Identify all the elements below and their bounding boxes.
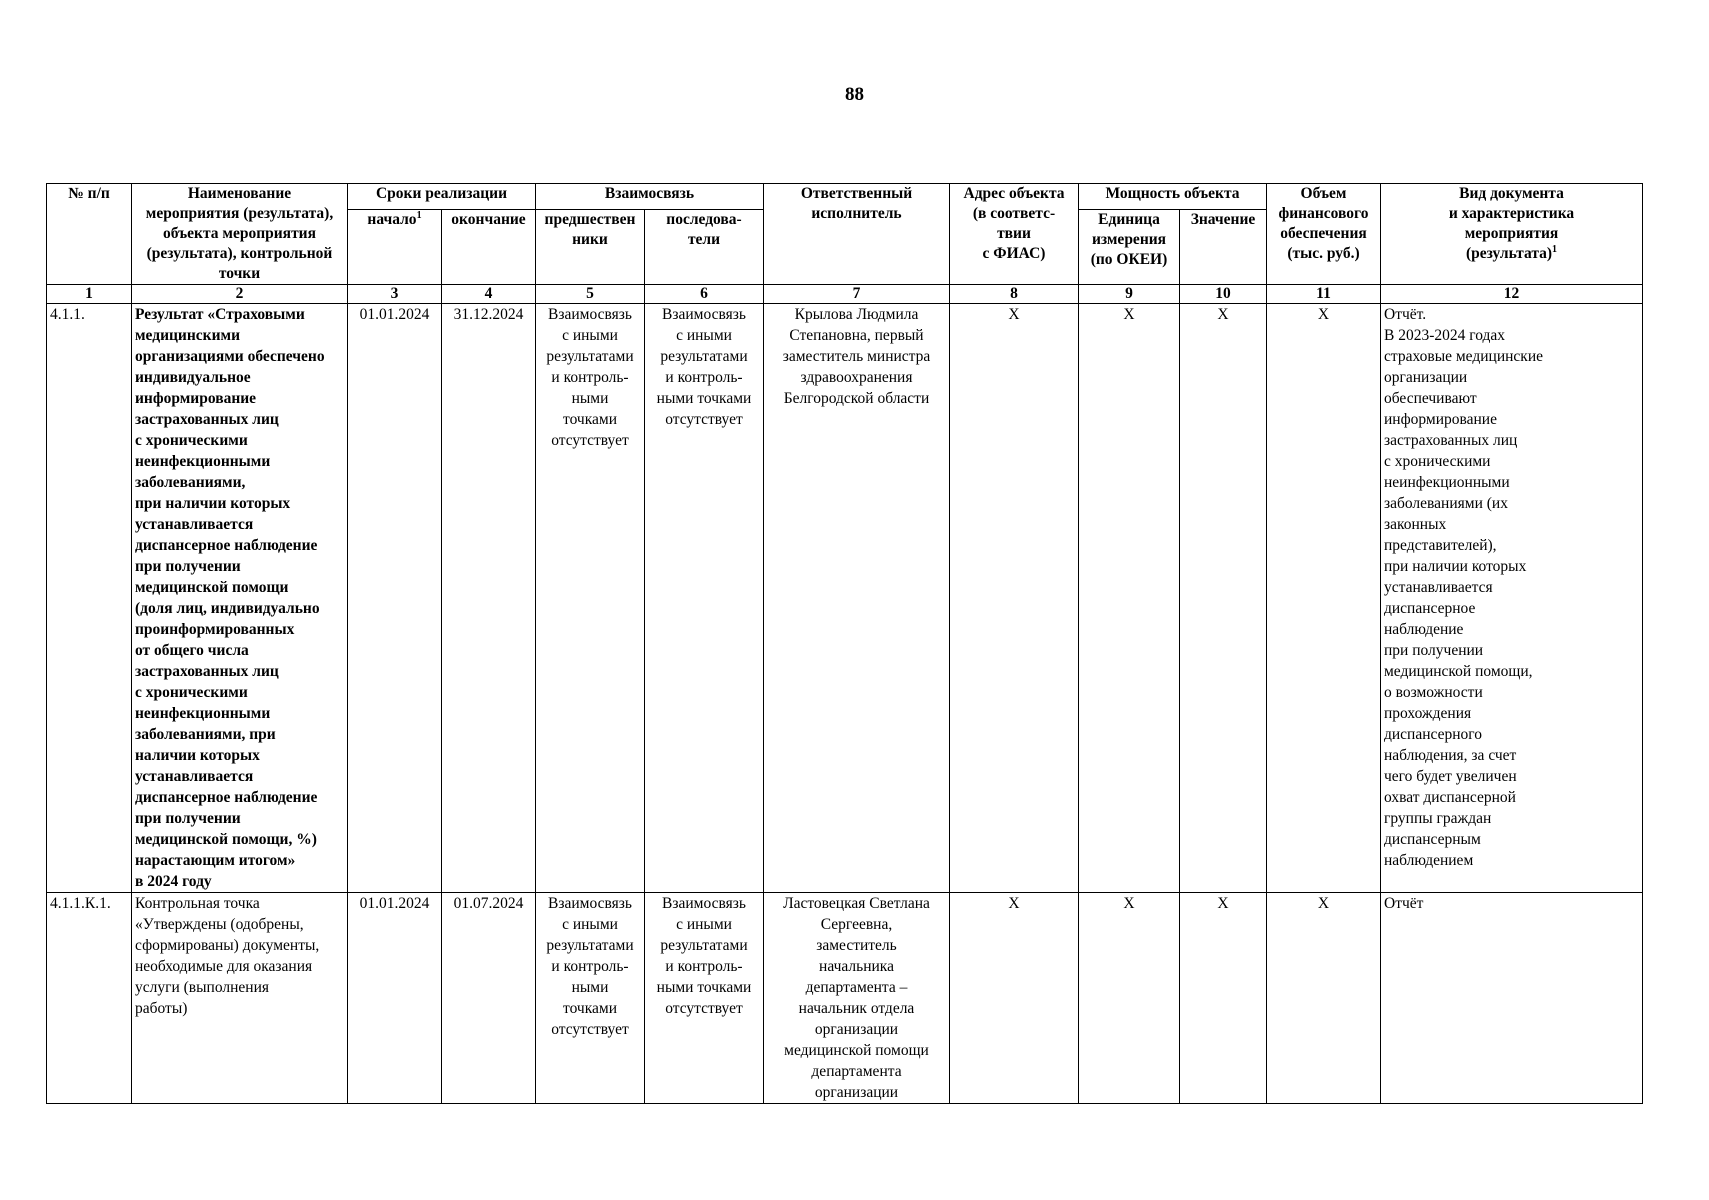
colnum-5: 5 [536, 285, 645, 304]
row-prev: Взаимосвязь с иными результатами и контроль- ными точками отсутствует [536, 893, 645, 1104]
row-start: 01.01.2024 [348, 304, 442, 893]
row-doc: Отчёт [1381, 893, 1643, 1104]
header-address: Адрес объекта (в соответс- твии с ФИАС) [950, 184, 1079, 285]
header-prev: предшествен ники [536, 209, 645, 284]
row-next: Взаимосвязь с иными результатами и контроль- ными точками отсутствует [645, 304, 764, 893]
colnum-4: 4 [442, 285, 536, 304]
row-name: Контрольная точка «Утверждены (одобрены, сформированы) документы, необходимые для оказания услуги (выполнения работы) [132, 893, 348, 1104]
header-responsible: Ответственный исполнитель [764, 184, 950, 285]
column-numbers-row [47, 285, 1643, 304]
plan-table [46, 183, 1643, 1104]
row-unit: Х [1079, 893, 1180, 1104]
row-value: Х [1180, 304, 1267, 893]
page-number: 88 [845, 84, 864, 105]
row-volume: Х [1267, 893, 1381, 1104]
table-row [47, 893, 1643, 1104]
row-num: 4.1.1. [47, 304, 132, 893]
colnum-11: 11 [1267, 285, 1381, 304]
colnum-6: 6 [645, 285, 764, 304]
row-doc: Отчёт. В 2023-2024 годах страховые медицинские организации обеспечивают информирование застрахованных лиц с хроническими неинфекционными заболеваниями (их законных представителей), при наличии которых устанавливается диспансерное наблюдение при получении медицинской помощи, о возможности прохождения диспансерного наблюдения, за счет чего будет увеличен охват диспансерной группы граждан диспансерным наблюдением [1381, 304, 1643, 893]
header-doc-footnote: 1 [1552, 243, 1558, 255]
header-row-1 [47, 184, 1643, 210]
header-start-footnote: 1 [416, 209, 422, 221]
colnum-1: 1 [47, 285, 132, 304]
colnum-12: 12 [1381, 285, 1643, 304]
row-responsible: Ластовецкая Светлана Сергеевна, заместитель начальника департамента – начальник отдела организации медицинской помощи департамента организации [764, 893, 950, 1104]
row-prev: Взаимосвязь с иными результатами и контроль- ными точками отсутствует [536, 304, 645, 893]
colnum-10: 10 [1180, 285, 1267, 304]
row-end: 31.12.2024 [442, 304, 536, 893]
row-address: Х [950, 304, 1079, 893]
row-next: Взаимосвязь с иными результатами и контроль- ными точками отсутствует [645, 893, 764, 1104]
header-unit: Единица измерения (по ОКЕИ) [1079, 209, 1180, 284]
row-end: 01.07.2024 [442, 893, 536, 1104]
header-relation: Взаимосвязь [536, 184, 764, 210]
colnum-7: 7 [764, 285, 950, 304]
header-next: последова- тели [645, 209, 764, 284]
header-name: Наименование мероприятия (результата), объекта мероприятия (результата), контрольной точки [132, 184, 348, 285]
header-end: окончание [442, 209, 536, 284]
header-start [348, 209, 442, 284]
colnum-3: 3 [348, 285, 442, 304]
colnum-9: 9 [1079, 285, 1180, 304]
row-value: Х [1180, 893, 1267, 1104]
header-doc [1381, 184, 1643, 285]
header-value: Значение [1180, 209, 1267, 284]
header-capacity: Мощность объекта [1079, 184, 1267, 210]
header-volume: Объем финансового обеспечения (тыс. руб.) [1267, 184, 1381, 285]
header-doc-label: Вид документа и характеристика мероприятия (результата) [1448, 185, 1575, 262]
table-row [47, 304, 1643, 893]
colnum-8: 8 [950, 285, 1079, 304]
header-start-label: начало [367, 210, 417, 228]
row-num: 4.1.1.К.1. [47, 893, 132, 1104]
row-address: Х [950, 893, 1079, 1104]
row-unit: Х [1079, 304, 1180, 893]
colnum-2: 2 [132, 285, 348, 304]
row-name: Результат «Страховыми медицинскими организациями обеспечено индивидуальное информирование застрахованных лиц с хроническими неинфекционными заболеваниями, при наличии которых устанавливается диспансерное наблюдение при получении медицинской помощи (доля лиц, индивидуально проинформированных от общего числа застрахованных лиц с хроническими неинфекционными заболеваниями, при наличии которых устанавливается диспансерное наблюдение при получении медицинской помощи, %) нарастающим итогом» в 2024 году [132, 304, 348, 893]
header-terms: Сроки реализации [348, 184, 536, 210]
row-start: 01.01.2024 [348, 893, 442, 1104]
header-num: № п/п [47, 184, 132, 285]
row-responsible: Крылова Людмила Степановна, первый заместитель министра здравоохранения Белгородской области [764, 304, 950, 893]
row-volume: Х [1267, 304, 1381, 893]
